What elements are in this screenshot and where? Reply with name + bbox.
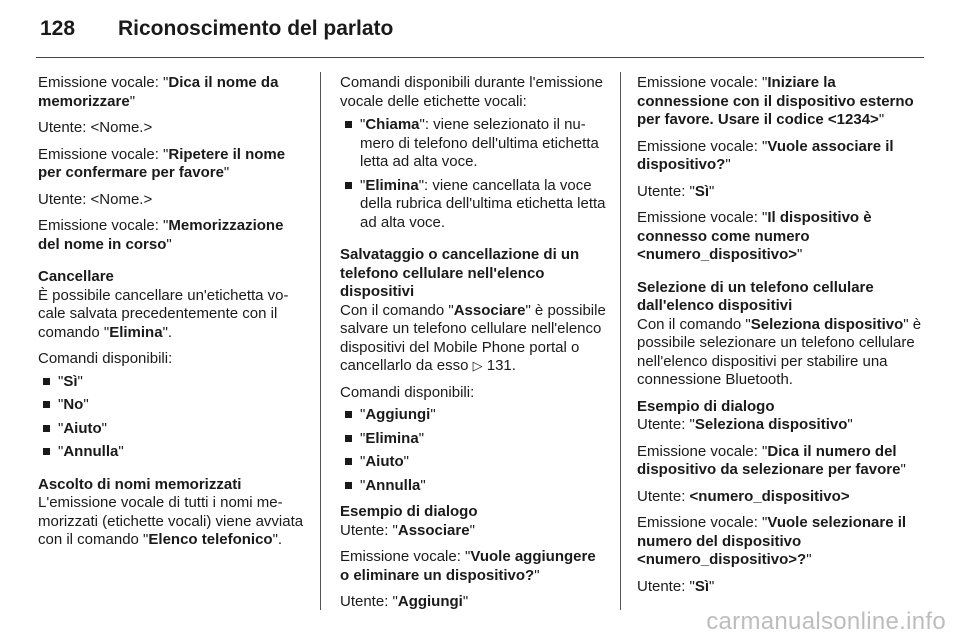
list-item: "Elimina" (340, 430, 608, 449)
list-item: "Sì" (38, 373, 306, 392)
dialog-line: Emissione vocale: "Vuole selezionare il numero del dispositivo <numero_dispositivo>?" (637, 514, 907, 568)
page-number: 128 (40, 17, 76, 40)
dialog-line: Emissione vocale: "Vuole aggiungere o eliminare un dispositivo?" (340, 548, 596, 584)
dialog-line: Utente: <Nome.> (38, 190, 153, 208)
dialog-line: Utente: <Nome.> (38, 119, 153, 136)
commands-label: Comandi disponibili: (340, 383, 475, 401)
section-heading-listen: Ascolto di nomi memorizzati (38, 475, 242, 493)
dialog-line: Utente: "Associare" (340, 521, 475, 539)
section-heading-select: Selezione di un telefono cellulare dall'elenco dispositivi (637, 278, 874, 314)
page-title: Riconoscimento del parlato (118, 17, 394, 40)
dialog-line: Emissione vocale: "Il dispositivo è connesso come numero <numero_dispositivo>" (637, 209, 872, 263)
paragraph: L'emissione vocale di tutti i nomi memorizzati (etichette vocali) viene avviata con il comando "Elenco telefonico". (38, 494, 304, 548)
section-heading-cancel: Cancellare (38, 268, 114, 285)
dialog-line: Emissione vocale: "Vuole associare il dispositivo?" (637, 137, 894, 173)
dialog-line: Emissione vocale: "Ripetere il nome per confermare per favore" (38, 145, 286, 181)
column-2 (340, 74, 608, 620)
section-heading-example: Esempio di dialogo (340, 503, 478, 520)
dialog-line: Utente: <numero_dispositivo> (637, 487, 850, 505)
commands-label: Comandi disponibili: (38, 350, 173, 367)
command-list (340, 116, 608, 232)
page-reference-icon: ▷ (472, 358, 483, 373)
list-item: "Chiama": viene selezionato il numero di telefono dell'ultima etichetta letta ad alta voce. (340, 116, 608, 172)
section-heading-save: Salvataggio o cancellazione di un telefono cellulare nell'elenco dispositivi (340, 246, 580, 300)
dialog-line: Emissione vocale: "Iniziare la connessione con il dispositivo esterno per favore. Usare il codice <1234>" (637, 74, 914, 128)
dialog-line: Utente: "Aggiungi" (340, 593, 469, 610)
column-divider-1 (320, 72, 321, 610)
dialog-line: Emissione vocale: "Dica il nome da memorizzare" (38, 74, 279, 110)
dialog-line: Emissione vocale: "Dica il numero del dispositivo da selezionare per favore" (637, 442, 906, 478)
header-divider (36, 57, 924, 58)
command-list (340, 406, 608, 495)
column-3 (637, 74, 922, 604)
column-divider-2 (620, 72, 621, 610)
paragraph: Comandi disponibili durante l'emissione vocale delle etichette vocali: (340, 74, 604, 110)
column-1 (38, 74, 306, 558)
watermark: carmanualsonline.info (706, 608, 946, 635)
paragraph: È possibile cancellare un'etichetta vocale salvata precedentemente con il comando "Elimina". (38, 286, 289, 341)
dialog-line: Emissione vocale: "Memorizzazione del nome in corso" (38, 217, 284, 253)
list-item: "Aiuto" (38, 420, 306, 439)
list-item: "Elimina": viene cancellata la voce della rubrica dell'ultima etichetta letta ad alta voce. (340, 177, 608, 233)
dialog-line: Utente: "Sì" (637, 182, 715, 200)
command-list (38, 373, 306, 462)
paragraph: Con il comando "Seleziona dispositivo" è possibile selezionare un telefono cellulare nell'elenco dispositivi per stabilire una connessione Bluetooth. (637, 315, 922, 388)
section-heading-example: Esempio di dialogo (637, 397, 775, 415)
list-item: "No" (38, 396, 306, 415)
dialog-line: Utente: "Sì" (637, 577, 715, 595)
list-item: "Aiuto" (340, 453, 608, 472)
dialog-line: Utente: "Seleziona dispositivo" (637, 416, 853, 433)
list-item: "Aggiungi" (340, 406, 608, 425)
list-item: "Annulla" (38, 443, 306, 462)
page-header (0, 0, 960, 56)
list-item: "Annulla" (340, 477, 608, 496)
paragraph: Con il comando "Associare" è possibile salvare un telefono cellulare nell'elenco dispositivi del Mobile Phone portal o cancellarlo da esso ▷ 131. (340, 301, 606, 374)
